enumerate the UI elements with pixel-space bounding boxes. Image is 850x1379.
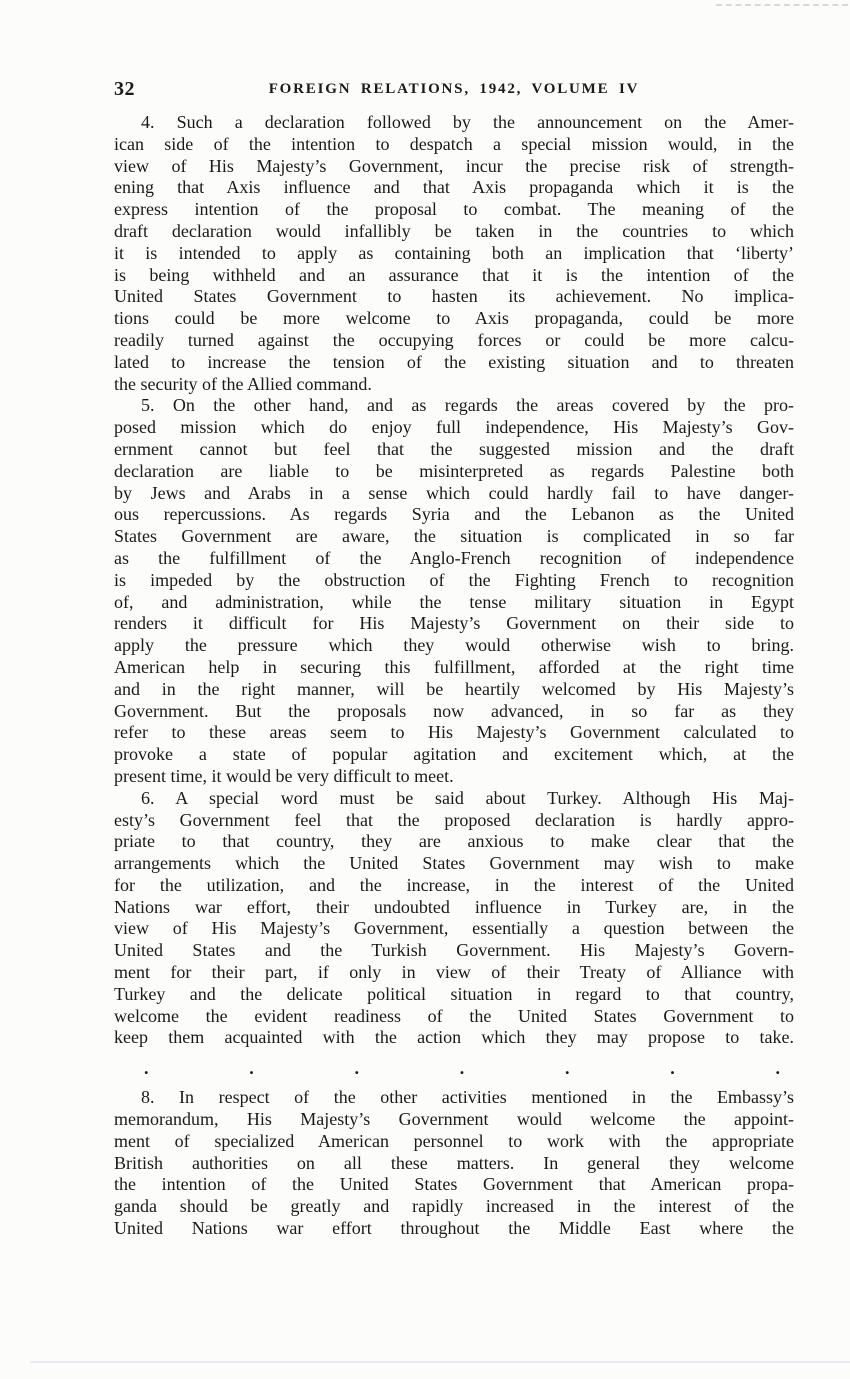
text-line: arrangements which the United States Government may wish to make bbox=[114, 853, 794, 874]
text-line: ernment cannot but feel that the suggested mission and the draft bbox=[114, 438, 794, 459]
text-line: Turkey and the delicate political situation in regard to that country, bbox=[114, 983, 794, 1004]
section-omission-dots bbox=[114, 1049, 794, 1087]
text-line: readily turned against the occupying forces or could be more calcu- bbox=[114, 329, 794, 350]
text-line: the security of the Allied command. bbox=[114, 373, 372, 394]
text-line: Government. But the proposals now advanced, in so far as they bbox=[114, 700, 794, 721]
text-line: tions could be more welcome to Axis propaganda, could be more bbox=[114, 308, 794, 329]
text-line: refer to these areas seem to His Majesty’s Government calculated to bbox=[114, 722, 794, 743]
page-number: 32 bbox=[114, 78, 135, 100]
text-line: as the fulfillment of the Anglo-French recognition of independence bbox=[114, 547, 794, 568]
text-line: 4. Such a declaration followed by the announcement on the Amer- bbox=[141, 112, 794, 132]
text-line: is impeded by the obstruction of the Fighting French to recognition bbox=[114, 569, 794, 590]
text-line: lated to increase the tension of the existing situation and to threaten bbox=[114, 351, 794, 372]
text-line: renders it difficult for His Majesty’s Government on their side to bbox=[114, 613, 794, 634]
text-line: of, and administration, while the tense military situation in Egypt bbox=[114, 591, 794, 612]
text-line: memorandum, His Majesty’s Government would welcome the appoint- bbox=[114, 1109, 794, 1130]
document-body bbox=[114, 112, 794, 1240]
omission-dot: . bbox=[144, 1058, 149, 1079]
text-line: view of His Majesty’s Government, incur the precise risk of strength- bbox=[114, 155, 794, 176]
text-line: Nations war effort, their undoubted influence in Turkey are, in the bbox=[114, 896, 794, 917]
text-line: and in the right manner, will be heartily welcomed by His Majesty’s bbox=[114, 678, 794, 699]
scan-artifact-bottom-line bbox=[30, 1361, 850, 1363]
text-line: ganda should be greatly and rapidly increased in the interest of the bbox=[114, 1196, 794, 1217]
omission-dot: . bbox=[775, 1058, 780, 1079]
running-head-title: FOREIGN RELATIONS, 1942, VOLUME IV bbox=[268, 81, 640, 97]
text-line: draft declaration would infallibly be taken in the countries to which bbox=[114, 220, 794, 241]
text-line: States Government are aware, the situation is complicated in so far bbox=[114, 526, 794, 547]
paragraph-4 bbox=[114, 112, 794, 395]
text-line: present time, it would be very difficult to meet. bbox=[114, 765, 454, 786]
text-line: 5. On the other hand, and as regards the areas covered by the pro- bbox=[141, 395, 794, 416]
text-line: apply the pressure which they would otherwise wish to bring. bbox=[114, 635, 794, 656]
omission-dot: . bbox=[354, 1058, 359, 1079]
text-line: express intention of the proposal to combat. The meaning of the bbox=[114, 199, 794, 220]
text-line: keep them acquainted with the action which they may propose to take. bbox=[114, 1027, 794, 1048]
text-line: the intention of the United States Government that American propa- bbox=[114, 1174, 794, 1195]
text-line: is being withheld and an assurance that it is the intention of the bbox=[114, 264, 794, 285]
text-line: declaration are liable to be misinterpreted as regards Palestine both bbox=[114, 460, 794, 481]
text-line: welcome the evident readiness of the United States Government to bbox=[114, 1005, 794, 1026]
text-line: United Nations war effort throughout the Middle East where the bbox=[114, 1218, 794, 1239]
text-line: view of His Majesty’s Government, essentially a question between the bbox=[114, 918, 794, 939]
omission-dot: . bbox=[565, 1058, 570, 1079]
text-line: by Jews and Arabs in a sense which could hardly fail to have danger- bbox=[114, 482, 794, 503]
omission-dot: . bbox=[459, 1058, 465, 1079]
omission-dot: . bbox=[249, 1058, 254, 1079]
text-line: 8. In respect of the other activities mentioned in the Embassy’s bbox=[141, 1087, 794, 1108]
text-line: ening that Axis influence and that Axis propaganda which it is the bbox=[114, 177, 794, 198]
omission-dot: . bbox=[670, 1058, 675, 1079]
text-line: American help in securing this fulfillment, afforded at the right time bbox=[114, 656, 794, 677]
page-header bbox=[114, 78, 794, 102]
paragraph-6 bbox=[114, 788, 794, 1050]
text-line: it is intended to apply as containing both an implication that ‘liberty’ bbox=[114, 242, 794, 263]
text-line: esty’s Government feel that the proposed declaration is hardly appro- bbox=[114, 809, 794, 830]
text-line: ous repercussions. As regards Syria and the Lebanon as the United bbox=[114, 504, 794, 525]
text-line: ment for their part, if only in view of their Treaty of Alliance with bbox=[114, 962, 794, 983]
text-line: 6. A special word must be said about Turkey. Although His Maj- bbox=[141, 787, 794, 808]
text-line: United States Government to hasten its achievement. No implica- bbox=[114, 286, 794, 307]
text-line: for the utilization, and the increase, in the interest of the United bbox=[114, 874, 794, 895]
text-line: provoke a state of popular agitation and excitement which, at the bbox=[114, 744, 794, 765]
paragraph-5 bbox=[114, 395, 794, 787]
paragraph-8 bbox=[114, 1087, 794, 1240]
text-line: United States and the Turkish Government. His Majesty’s Govern- bbox=[114, 940, 794, 961]
scan-artifact-top-right bbox=[716, 4, 848, 6]
text-line: ment of specialized American personnel to work with the appropriate bbox=[114, 1130, 794, 1151]
text-line: ican side of the intention to despatch a special mission would, in the bbox=[114, 133, 794, 154]
text-line: priate to that country, they are anxious to make clear that the bbox=[114, 831, 794, 852]
text-line: posed mission which do enjoy full independence, His Majesty’s Gov- bbox=[114, 417, 794, 438]
text-line: British authorities on all these matters. In general they welcome bbox=[114, 1152, 794, 1173]
